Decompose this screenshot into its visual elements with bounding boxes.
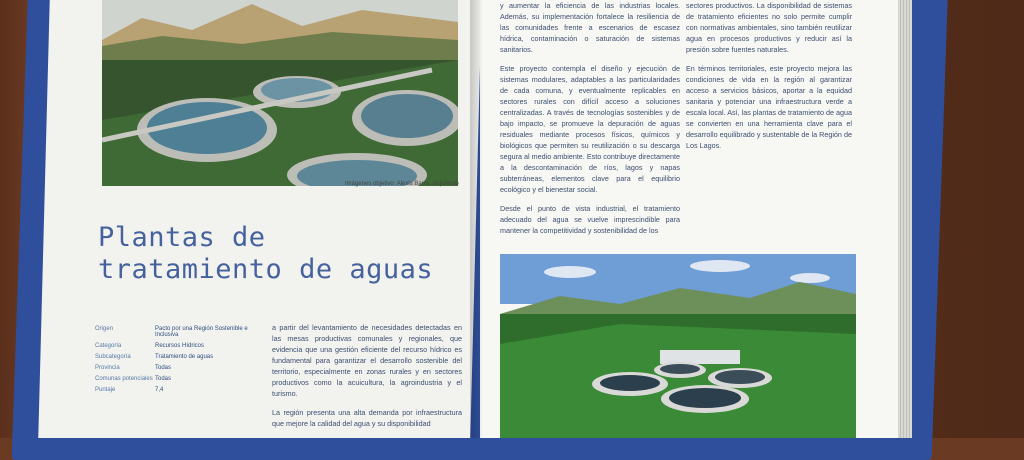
meta-value: Recursos Hídricos xyxy=(155,343,205,349)
paragraph: Desde el punto de vista industrial, el tratamiento adecuado del agua se vuelve imprescindible para mantener la competitividad y sostenibilidad de los xyxy=(500,204,680,235)
image-caption: Imágenes objetivo: Alexis Barra, arquitecto xyxy=(345,181,459,187)
meta-row xyxy=(95,376,265,382)
meta-row xyxy=(95,387,265,393)
left-body-text xyxy=(272,322,462,437)
treatment-plant-render-bottom xyxy=(500,254,856,438)
meta-value: Todas xyxy=(155,376,172,382)
meta-key: Comunas potenciales xyxy=(95,376,153,382)
meta-key: Provincia xyxy=(95,365,120,371)
page-edges xyxy=(898,0,912,438)
paragraph: En términos territoriales, este proyecto mejora las condiciones de vida en la región al garantizar acceso a servicios básicos, aportar a la equidad sanitaria y potenciar una infraestructura verde a escala local. Así, las plantas de tratamiento de agua se convierten en una herramienta clave para el desarrollo equilibrado y sustentable de la Región de Los Lagos. xyxy=(686,64,852,150)
meta-value: Pacto por una Región Sostenible e Inclusiva xyxy=(155,326,248,338)
meta-row xyxy=(95,354,265,360)
title-line-2: tratamiento de aguas xyxy=(98,254,434,285)
paragraph: sectores productivos. La disponibilidad de sistemas de tratamiento eficientes no solo permite cumplir con normativas ambientales, sino también reutilizar agua en procesos productivos y reducir así la presión sobre fuentes naturales. xyxy=(686,1,852,54)
meta-row xyxy=(95,326,265,338)
paragraph: La región presenta una alta demanda por infraestructura que mejore la calidad del agua y su disponibilidad xyxy=(272,408,462,428)
meta-value: Todas xyxy=(155,365,172,371)
meta-key: Subcategoría xyxy=(95,354,131,360)
title-line-1: Plantas de xyxy=(98,222,266,253)
project-metadata xyxy=(95,326,265,398)
right-column-2 xyxy=(686,0,852,159)
meta-key: Puntaje xyxy=(95,387,116,393)
meta-key: Origen xyxy=(95,326,114,332)
paragraph: a partir del levantamiento de necesidades detectadas en las mesas productivas comunales y regionales, que evidencia que una gestión eficiente del recurso hídrico es fundamental para garantizar el desarrollo sostenible del territorio, especialmente en zonas rurales y en sectores productivos como la acuicultura, la agroindustria y el turismo. xyxy=(272,323,462,398)
meta-value: Tratamiento de aguas xyxy=(155,354,214,360)
meta-row xyxy=(95,343,265,349)
book-gutter xyxy=(470,0,492,438)
meta-key: Categoría xyxy=(95,343,122,349)
page-title xyxy=(98,222,433,286)
treatment-plant-render-top xyxy=(102,0,458,186)
meta-row xyxy=(95,365,265,371)
meta-value: 7,4 xyxy=(155,387,164,393)
paragraph: y aumentar la eficiencia de las industrias locales. Además, su implementación fortalece la resiliencia de las comunidades frente a escenarios de escasez hídrica, contaminación o saturación de sistemas sanitarios. xyxy=(500,1,680,54)
paragraph: Este proyecto contempla el diseño y ejecución de sistemas modulares, adaptables a las particularidades de cada comuna, y eventualmente replicables en sectores rurales con difícil acceso a soluciones centralizadas. A través de tecnologías sostenibles y de bajo impacto, se promueve la depuración de aguas residuales mediante procesos físicos, químicos y biológicos que permiten su reutilización o su descarga segura al medio ambiente. Esto contribuye directamente a la descontaminación de ríos, lagos y napas subterráneas, elementos clave para el equilibrio ecológico y el bienestar social. xyxy=(500,64,680,194)
right-column-1 xyxy=(500,0,680,244)
